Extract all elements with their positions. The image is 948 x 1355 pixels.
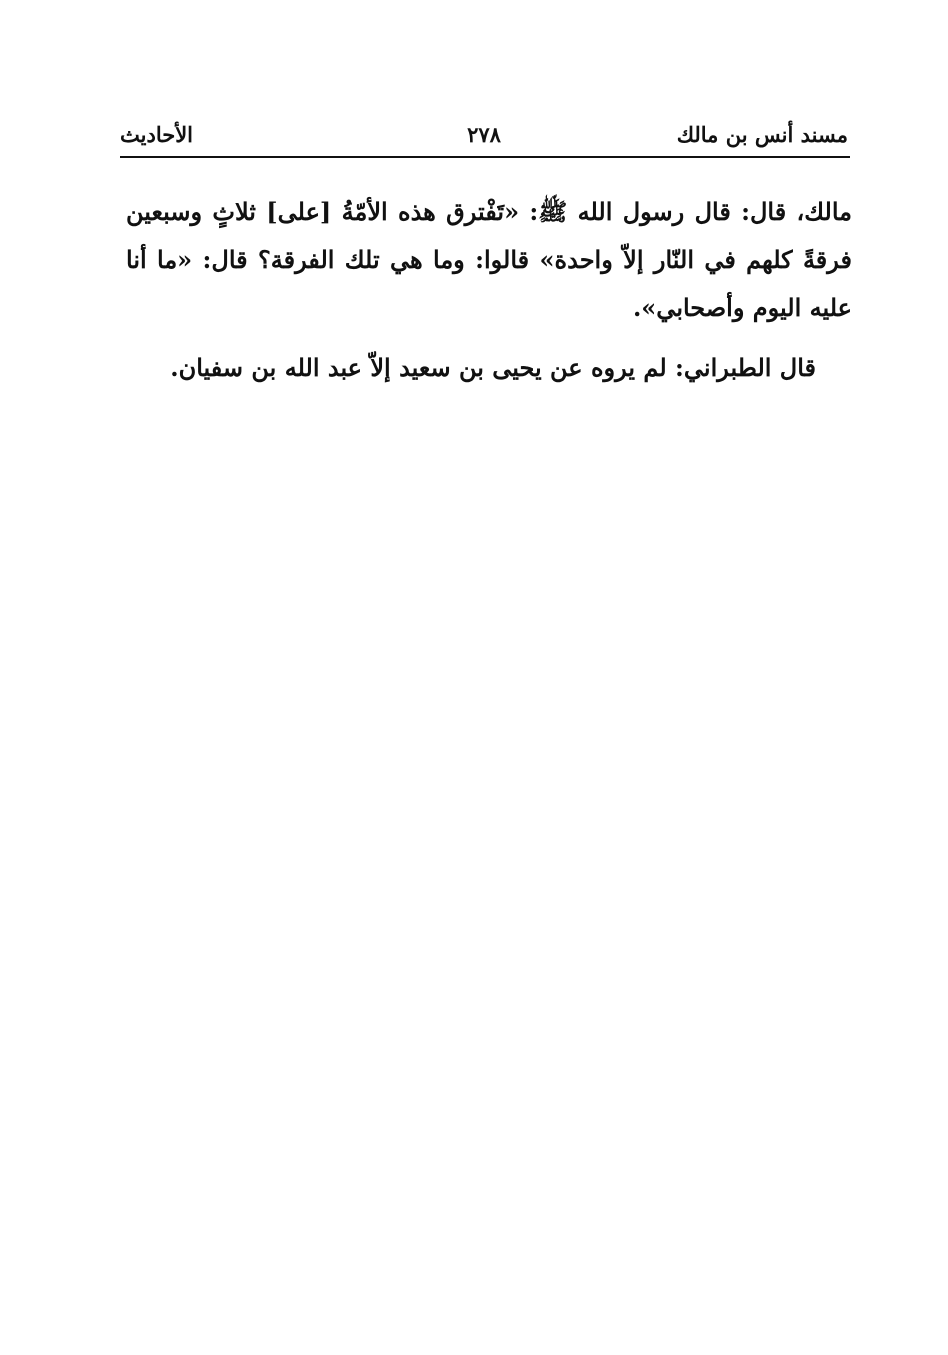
section-title: الأحاديث [120,122,194,147]
header-divider [120,156,850,158]
page-number: ٢٧٨ [467,122,501,147]
page-header [120,122,848,156]
hadith-paragraph: مالك، قال: قال رسول الله ﷺ: «تَفْترق هذه الأمّةُ [على] ثلاثٍ وسبعين فرقةً كلهم في النّار إلاّ واحدة» قالوا: وما هي تلك الفرقة؟ قال: «ما أنا عليه اليوم وأصحابي». [126,197,852,322]
running-title: مسند أنس بن مالك [676,122,848,147]
page-body [126,188,852,392]
commentary-paragraph: قال الطبراني: لم يروه عن يحيى بن سعيد إلاّ عبد الله بن سفيان. [170,353,816,382]
